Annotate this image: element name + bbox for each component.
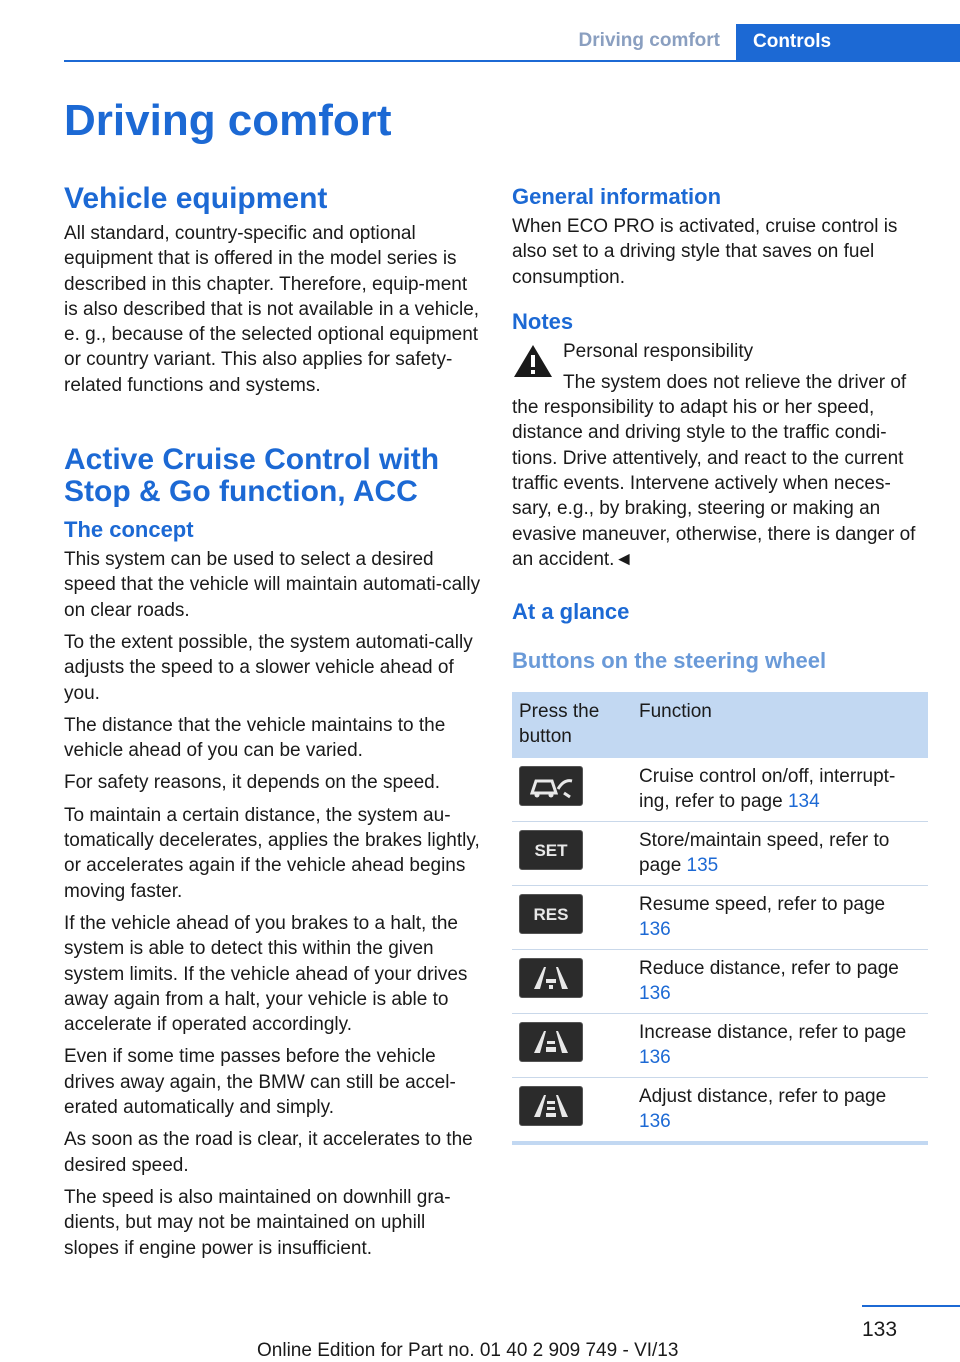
concept-paragraph: As soon as the road is clear, it accelerates to the desired speed.	[64, 1129, 473, 1176]
vehicle-equipment-heading: Vehicle equipment	[64, 182, 328, 215]
table-row	[512, 822, 928, 886]
set-button-icon: SET	[519, 830, 583, 870]
right-column	[512, 183, 928, 1145]
function-text: Reduce distance, refer to page	[639, 958, 899, 980]
page-header	[0, 0, 960, 62]
page-link[interactable]: 136	[639, 1111, 671, 1133]
table-row	[512, 1014, 928, 1078]
warning-text: The system does not relieve the driver of the responsibility to adapt his or her speed, distance and driving style to the traffic condi-tions. Drive attentively, and react to the current traffic events. Intervene actively when neces-sary, e.g., by braking, steering or making an evasive maneuver, otherwise, there is danger of an accident.◄	[512, 371, 916, 570]
table-cell-button	[512, 758, 632, 822]
page-link[interactable]: 135	[686, 855, 719, 877]
distance-button-icon	[519, 958, 583, 998]
res-button-icon: RES	[519, 894, 583, 934]
notes-heading: Notes	[512, 308, 574, 334]
acc-heading: Active Cruise Control with Stop & Go function, ACC	[64, 443, 440, 509]
general-information-text: When ECO PRO is activated, cruise control is also set to a driving style that saves on fuel consumption.	[512, 216, 898, 288]
table-cell-button	[512, 1078, 632, 1144]
table-row	[512, 1078, 928, 1144]
concept-paragraph: If the vehicle ahead of you brakes to a halt, the system is able to detect this within the given system limits. If the vehicle ahead of your drives away again from a halt, your vehicle is able to accelerate if operated accordingly.	[64, 912, 468, 1036]
table-cell-function	[632, 758, 928, 822]
page-link[interactable]: 136	[639, 1047, 671, 1069]
table-cell-button	[512, 822, 632, 886]
page-number: 133	[862, 1318, 898, 1341]
concept-paragraph: The distance that the vehicle maintains to the vehicle ahead of you can be varied.	[64, 714, 446, 762]
concept-paragraph: To maintain a certain distance, the system au-tomatically decelerates, applies the brakes lightly, or accelerates again if the vehicle ahead begins moving faster.	[64, 804, 480, 902]
concept-paragraph: For safety reasons, it depends on the speed.	[64, 772, 441, 794]
table-cell-function	[632, 886, 928, 950]
function-text: Store/maintain speed, refer to page	[639, 830, 890, 877]
at-a-glance-heading: At a glance	[512, 599, 630, 625]
concept-paragraph: The speed is also maintained on downhill gra-dients, but may not be maintained on uphill slopes if engine power is insufficient.	[64, 1186, 451, 1259]
page-link[interactable]: 134	[787, 791, 820, 813]
function-text: Resume speed, refer to page	[639, 894, 886, 916]
vehicle-equipment-text: All standard, country-specific and optional equipment that is offered in the model series is described in this chapter. Therefore, equip-ment is also described that is not available in a vehicle, e. g., because of the selected optional equipment or country variant. This also applies for safety-related functions and systems.	[64, 223, 480, 396]
warning-note	[512, 339, 928, 572]
table-header-row	[512, 692, 928, 758]
cruise-control-button-icon	[519, 766, 583, 806]
general-information-heading: General information	[512, 184, 722, 209]
concept-paragraph: To the extent possible, the system automati-cally adjusts the speed to a slower vehicle ahead of you.	[64, 631, 473, 704]
warning-triangle-icon	[512, 343, 554, 379]
table-cell-button	[512, 886, 632, 950]
footer-rule	[862, 1305, 960, 1307]
table-header-function: Function	[632, 692, 928, 758]
table-row	[512, 950, 928, 1014]
table-cell-function	[632, 822, 928, 886]
buttons-table	[512, 692, 928, 1145]
concept-paragraph: Even if some time passes before the vehicle drives away again, the BMW can still be accel-erated automatically and simply.	[64, 1046, 456, 1119]
table-header-press-button: Press the button	[512, 692, 632, 758]
header-section-title: Driving comfort	[578, 30, 720, 51]
distance-button-icon	[519, 1086, 583, 1126]
function-text: Increase distance, refer to page	[639, 1022, 907, 1044]
concept-paragraph: This system can be used to select a desired speed that the vehicle will maintain automati-cally on clear roads.	[64, 549, 481, 621]
warning-title: Personal responsibility	[563, 340, 754, 362]
function-text: Cruise control on/off, interrupt-ing, refer to page	[639, 766, 896, 813]
page-link[interactable]: 136	[639, 983, 671, 1005]
table-cell-button	[512, 1014, 632, 1078]
table-cell-function	[632, 1078, 928, 1144]
steering-wheel-buttons-heading: Buttons on the steering wheel	[512, 648, 827, 674]
table-row	[512, 886, 928, 950]
distance-button-icon	[519, 1022, 583, 1062]
page-title: Driving comfort	[64, 96, 392, 145]
table-cell-function	[632, 1014, 928, 1078]
table-row	[512, 758, 928, 822]
left-column	[64, 183, 482, 1268]
footer-edition-text: Online Edition for Part no. 01 40 2 909 749 - VI/13	[257, 1340, 679, 1361]
table-cell-function	[632, 950, 928, 1014]
function-text: Adjust distance, refer to page	[639, 1086, 887, 1108]
table-cell-button	[512, 950, 632, 1014]
page-link[interactable]: 136	[639, 919, 671, 941]
header-chapter-tab: Controls	[736, 24, 960, 62]
concept-heading: The concept	[64, 517, 194, 543]
